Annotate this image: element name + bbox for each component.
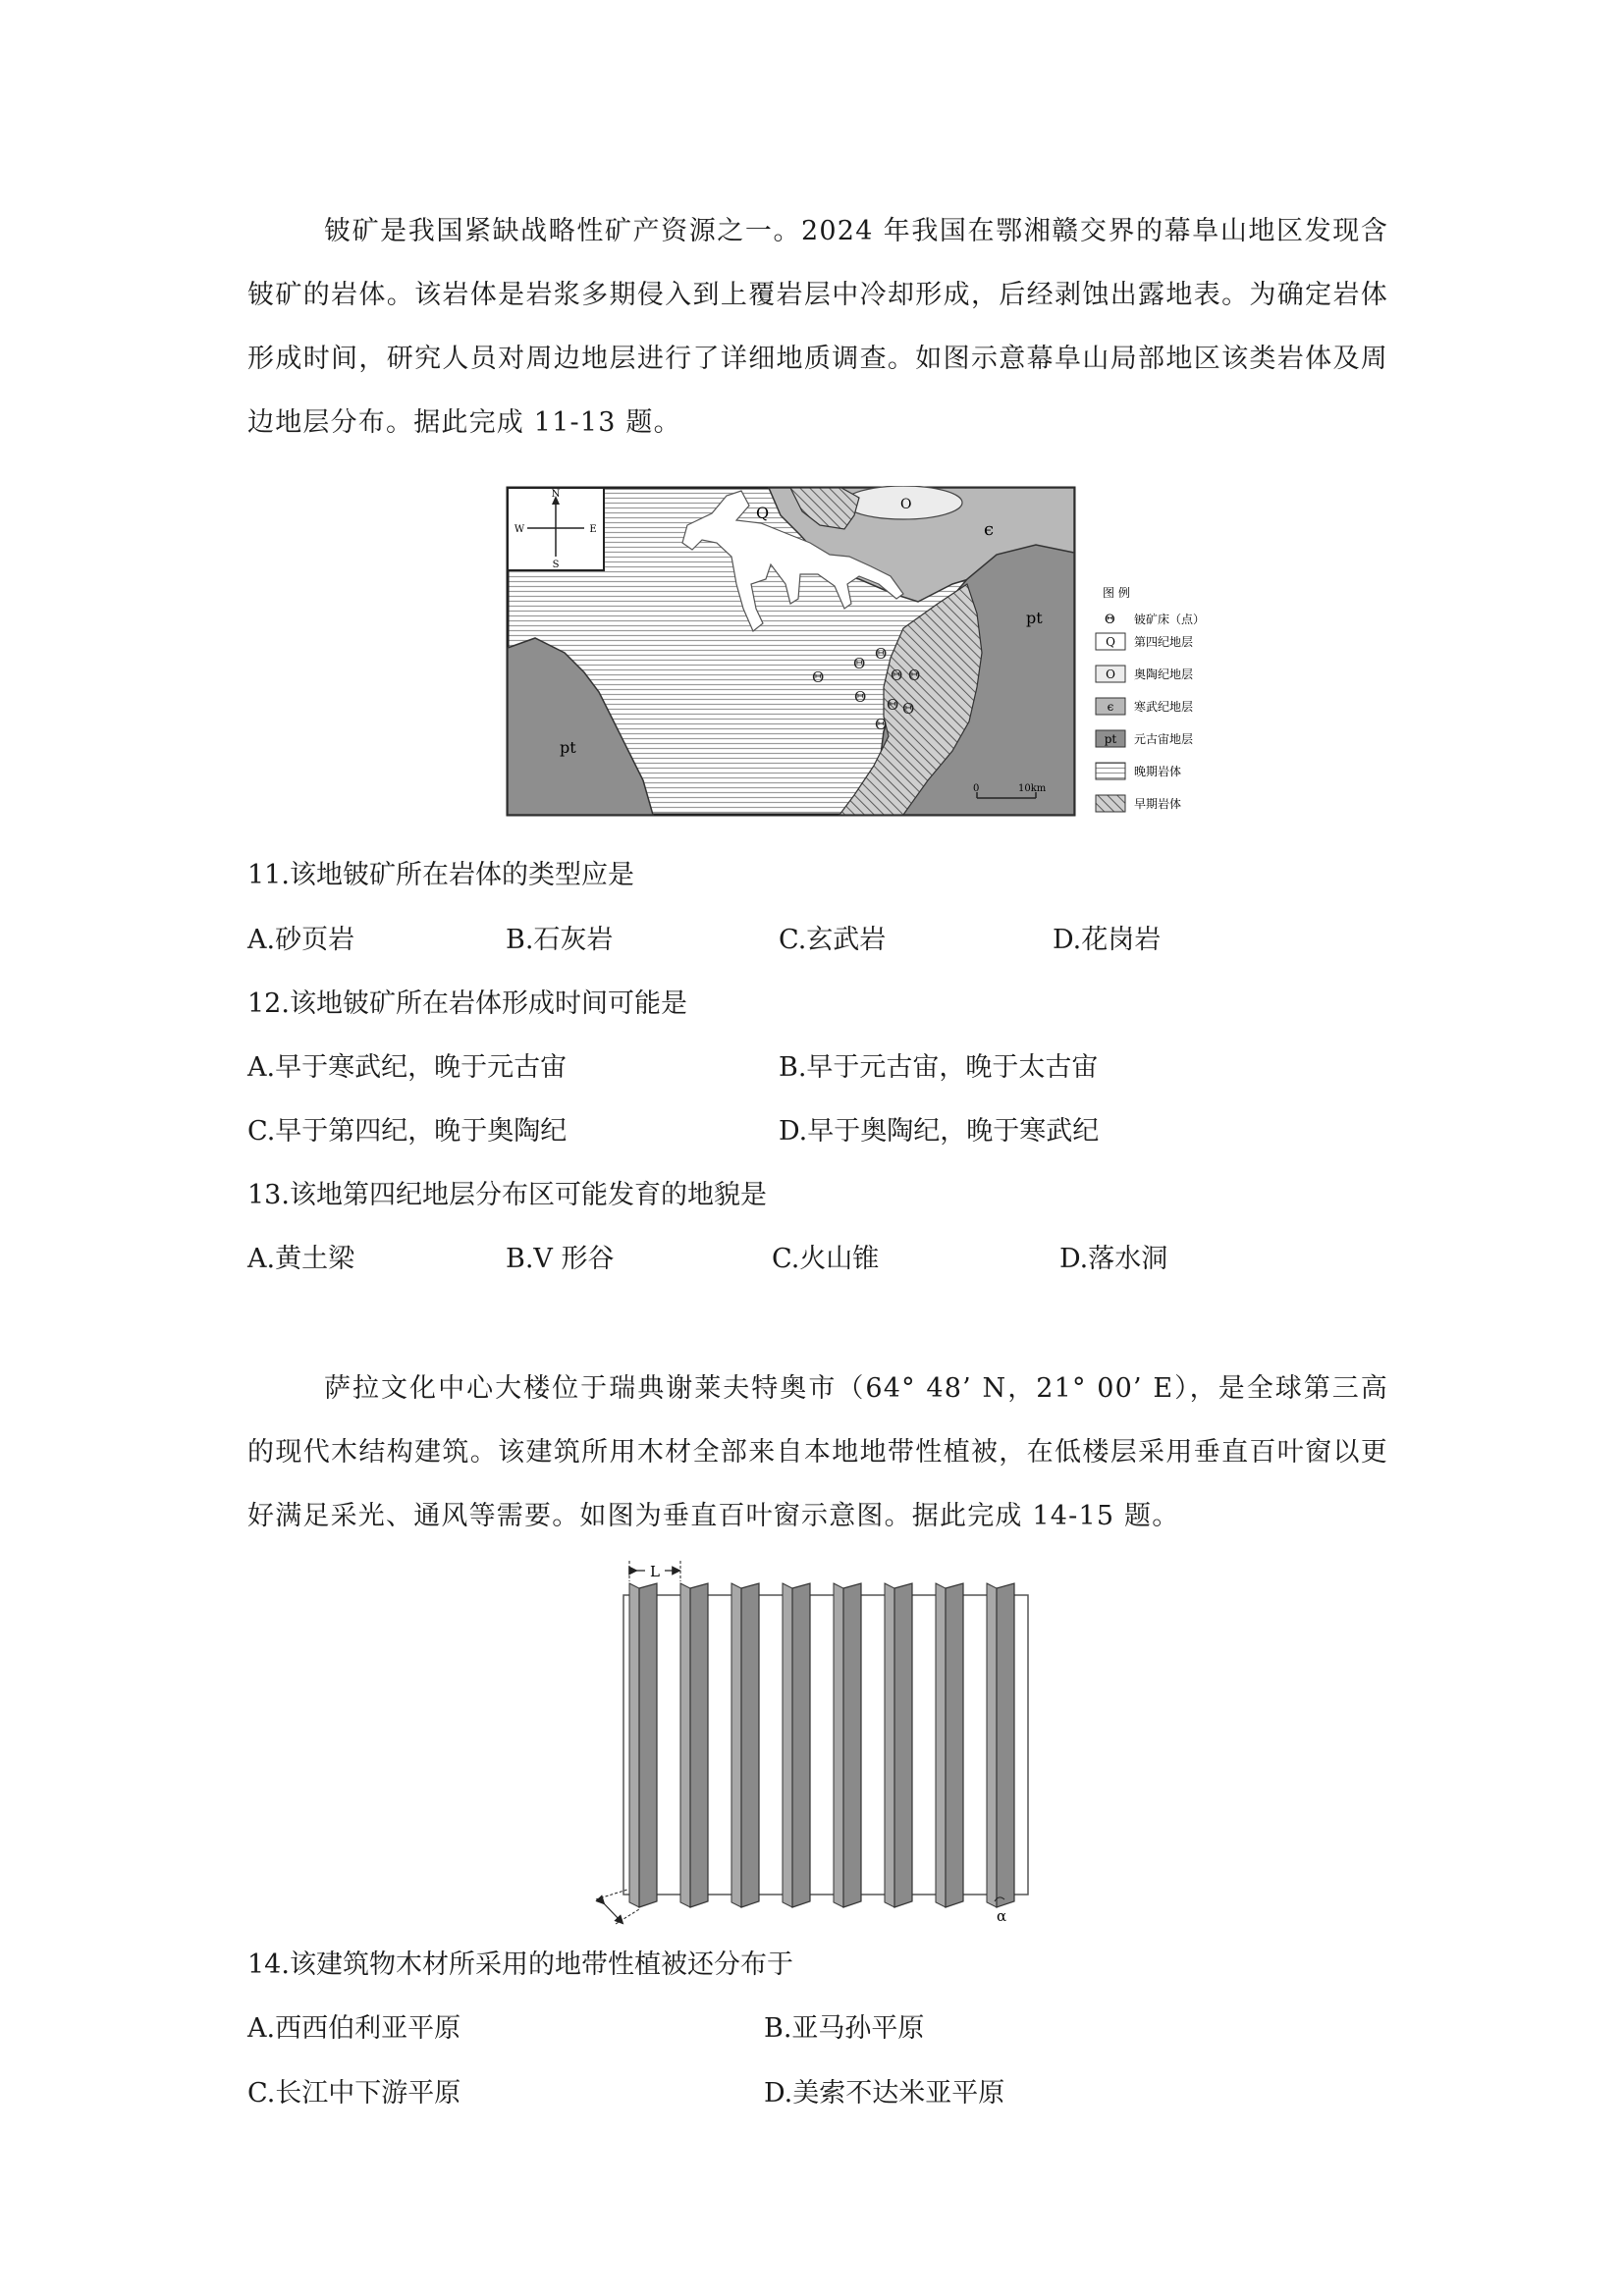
question-11-option-b[interactable]: B.石灰岩: [506, 925, 614, 955]
label-alpha: α: [997, 1907, 1007, 1925]
label-o: O: [900, 497, 912, 512]
legend-label-q: 第四纪地层: [1134, 635, 1194, 649]
compass-n: N: [551, 489, 561, 500]
question-14-option-a[interactable]: A.西西伯利亚平原: [247, 2013, 461, 2044]
mine-point: Θ: [875, 645, 888, 663]
question-14-stem: 14.该建筑物木材所采用的地带性植被还分布于: [247, 1949, 793, 1980]
legend-label-cambrian: 寒武纪地层: [1134, 700, 1194, 714]
question-11-stem: 11.该地铍矿所在岩体的类型应是: [247, 860, 634, 890]
mine-point: Θ: [908, 667, 921, 684]
mine-point: Θ: [891, 667, 903, 684]
question-11-option-d[interactable]: D.花岗岩: [1053, 925, 1162, 955]
geologic-map-figure: [506, 486, 1227, 825]
passage-1: 铍矿是我国紧缺战略性矿产资源之一。2024 年我国在鄂湘赣交界的幕阜山地区发现含铍矿的岩体。该岩体是岩浆多期侵入到上覆岩层中冷却形成，后经剥蚀出露地表。为确定岩体形成时间，研究人员对周边地层进行了详细地质调查。如图示意幕阜山局部地区该类岩体及周边地层分布。据此完成 11-13 题。: [247, 216, 1388, 438]
question-11-option-c[interactable]: C.玄武岩: [779, 925, 887, 955]
question-13-option-c[interactable]: C.火山锥: [772, 1244, 880, 1274]
compass-e: E: [589, 524, 597, 535]
passage-2: 萨拉文化中心大楼位于瑞典谢莱夫特奥市（64° 48’ N，21° 00’ E），是全球第三高的现代木结构建筑。该建筑所用木材全部来自本地地带性植被，在低楼层采用垂直百叶窗以更好满足采光、通风等需要。如图为垂直百叶窗示意图。据此完成 14-15 题。: [247, 1373, 1388, 1531]
label-q: Q: [756, 504, 770, 522]
map-legend: [1096, 585, 1205, 812]
legend-label-mine: 铍矿床（点）: [1134, 613, 1206, 626]
scale-zero: 0: [973, 783, 980, 794]
dimension-l: [629, 1561, 680, 1581]
compass-w: W: [514, 524, 525, 535]
louver-diagram-figure: [594, 1556, 1046, 1927]
legend-swatch-late: [1096, 763, 1125, 779]
compass-s: S: [552, 560, 560, 570]
legend-symbol-q: Q: [1106, 635, 1115, 649]
question-11-option-a[interactable]: A.砂页岩: [247, 925, 355, 955]
question-13-option-d[interactable]: D.落水洞: [1059, 1244, 1168, 1274]
question-13-option-a[interactable]: A.黄土梁: [247, 1244, 355, 1274]
label-cambrian: є: [984, 519, 995, 540]
legend-swatch-early: [1096, 795, 1125, 812]
question-13-option-b[interactable]: B.V 形谷: [506, 1244, 615, 1274]
legend-label-late: 晚期岩体: [1134, 765, 1182, 778]
question-14-option-d[interactable]: D.美索不达米亚平原: [764, 2078, 1005, 2109]
legend-label-early: 早期岩体: [1134, 797, 1182, 811]
question-12-option-b[interactable]: B.早于元古宙，晚于太古宙: [779, 1052, 1099, 1083]
legend-symbol-mine: Θ: [1105, 613, 1115, 627]
question-13-stem: 13.该地第四纪地层分布区可能发育的地貌是: [247, 1180, 767, 1210]
question-14-option-c[interactable]: C.长江中下游平原: [247, 2078, 461, 2109]
mine-point: Θ: [875, 716, 888, 733]
mine-point: Θ: [902, 700, 915, 718]
mine-point: Θ: [887, 696, 899, 714]
mine-point: Θ: [853, 655, 866, 672]
legend-symbol-o: O: [1106, 667, 1115, 681]
label-l: L: [650, 1563, 660, 1580]
legend-symbol-pt: pt: [1104, 732, 1117, 746]
question-12-option-a[interactable]: A.早于寒武纪，晚于元古宙: [247, 1052, 568, 1083]
question-14-option-b[interactable]: B.亚马孙平原: [764, 2013, 925, 2044]
question-12-option-d[interactable]: D.早于奥陶纪，晚于寒武纪: [779, 1116, 1100, 1147]
legend-title: 图 例: [1103, 586, 1130, 600]
question-12-option-c[interactable]: C.早于第四纪，晚于奥陶纪: [247, 1116, 568, 1147]
scale-ten: 10km: [1018, 783, 1047, 794]
legend-label-pt: 元古宙地层: [1134, 732, 1194, 746]
label-pt-right: pt: [1026, 609, 1043, 627]
question-12-stem: 12.该地铍矿所在岩体形成时间可能是: [247, 988, 687, 1019]
mine-point: Θ: [812, 668, 825, 686]
legend-label-o: 奥陶纪地层: [1134, 667, 1194, 681]
mine-point: Θ: [854, 688, 867, 706]
legend-symbol-cambrian: є: [1107, 700, 1114, 714]
label-pt-left: pt: [560, 738, 576, 757]
